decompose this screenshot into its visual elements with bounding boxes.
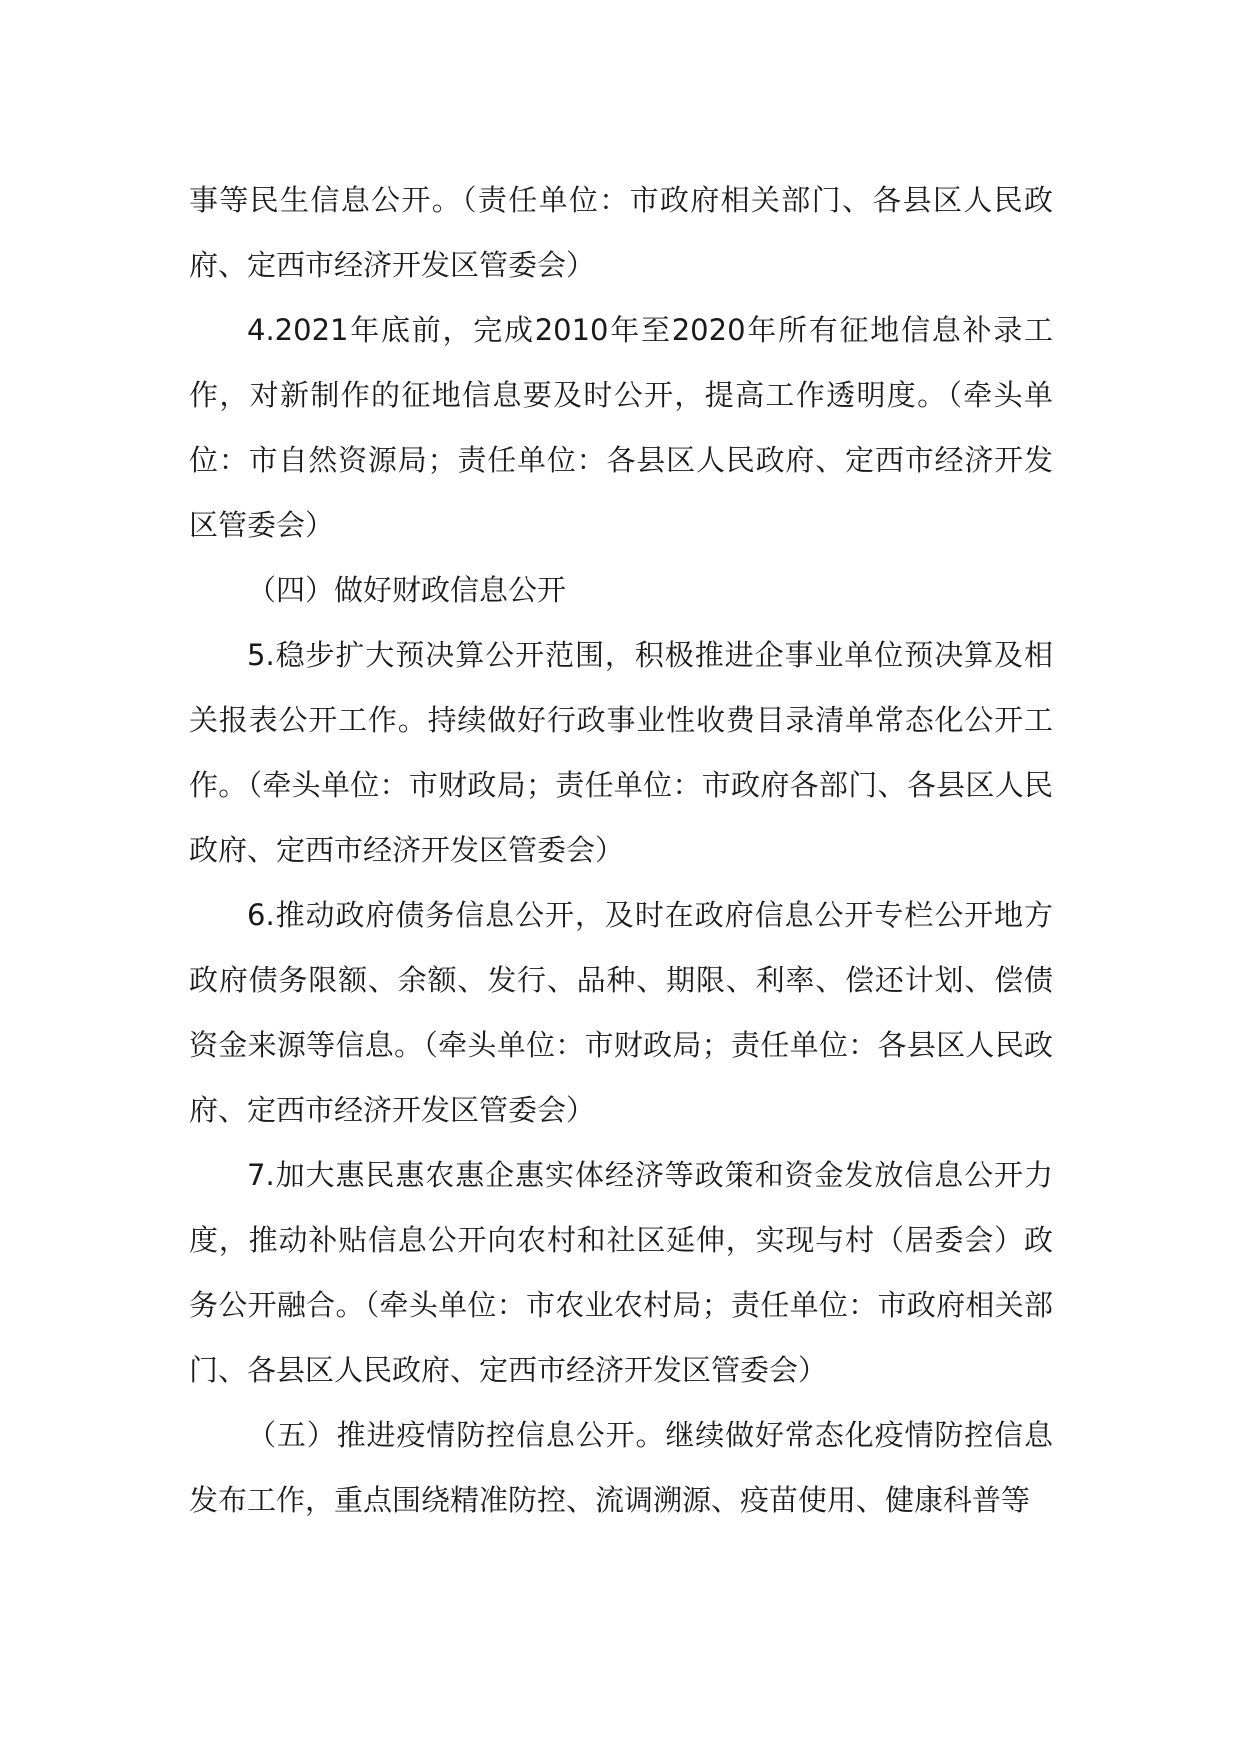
section-heading-4: （四）做好财政信息公开 xyxy=(247,573,567,607)
paragraph-item-5: 5.稳步扩大预决算公开范围，积极推进企事业单位预决算及相关报表公开工作。持续做好行政事业性收费目录清单常态化公开工作。（牵头单位：市财政局；责任单位：市政府各部门、各县区人民政府、定西市经济开发区管委会） xyxy=(189,638,1053,867)
paragraph-item-4: 4.2021年底前，完成2010年至2020年所有征地信息补录工作，对新制作的征地信息要及时公开，提高工作透明度。（牵头单位：市自然资源局；责任单位：各县区人民政府、定西市经济开发区管委会） xyxy=(189,313,1053,542)
section-heading-5: （五）推进疫情防控信息公开。继续做好常态化疫情防控信息发布工作，重点围绕精准防控、流调溯源、疫苗使用、健康科普等 xyxy=(189,1418,1053,1517)
paragraph-item-6: 6.推动政府债务信息公开，及时在政府信息公开专栏公开地方政府债务限额、余额、发行、品种、期限、利率、偿还计划、偿债资金来源等信息。（牵头单位：市财政局；责任单位：各县区人民政府、定西市经济开发区管委会） xyxy=(189,898,1053,1127)
document-body xyxy=(189,168,1053,1533)
paragraph-continuation: 事等民生信息公开。（责任单位：市政府相关部门、各县区人民政府、定西市经济开发区管委会） xyxy=(189,183,1053,282)
paragraph-item-7: 7.加大惠民惠农惠企惠实体经济等政策和资金发放信息公开力度，推动补贴信息公开向农村和社区延伸，实现与村（居委会）政务公开融合。（牵头单位：市农业农村局；责任单位：市政府相关部门、各县区人民政府、定西市经济开发区管委会） xyxy=(189,1158,1053,1387)
